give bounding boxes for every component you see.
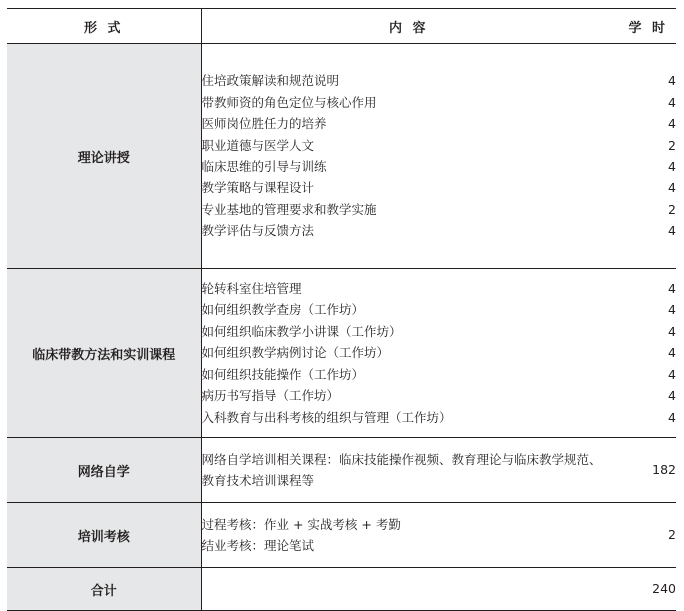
content-cell — [201, 44, 616, 269]
hours-value: 4 — [668, 73, 676, 89]
content-line: 入科教育与出科考核的组织与管理（工作坊） — [201, 409, 452, 425]
hours-value: 4 — [668, 409, 676, 425]
content-line: 病历书写指导（工作坊） — [201, 388, 340, 404]
hours-cell — [616, 269, 676, 438]
content-line: 如何组织教学病例讨论（工作坊） — [201, 345, 390, 361]
table-header-row — [7, 9, 676, 44]
hours-value: 4 — [668, 323, 676, 339]
content-cell — [201, 438, 616, 503]
hours-value: 4 — [668, 302, 676, 318]
content-cell — [201, 503, 616, 568]
total-hours — [616, 568, 676, 611]
content-line: 住培政策解读和规范说明 — [201, 73, 340, 89]
content-line: 轮转科室住培管理 — [201, 281, 302, 297]
total-row — [7, 568, 676, 611]
content-line: 医师岗位胜任力的培养 — [201, 116, 327, 132]
content-line: 教学策略与课程设计 — [201, 180, 315, 196]
hours-cell — [616, 503, 676, 568]
hours-value: 4 — [668, 388, 676, 404]
table-row — [7, 44, 676, 269]
content-text: 网络自学培训相关课程：临床技能操作视频、教育理论与临床教学规范、教育技术培训课程等 — [201, 452, 602, 488]
form-cell: 临床带教方法和实训课程 — [7, 269, 201, 438]
content-line: 临床思维的引导与训练 — [201, 159, 327, 174]
header-hours: 学 时 — [616, 9, 676, 44]
content-cell — [201, 568, 616, 611]
hours-value: 4 — [668, 94, 676, 110]
content-line: 带教师资的角色定位与核心作用 — [201, 94, 377, 110]
form-cell: 网络自学 — [7, 438, 201, 503]
hours-value: 2 — [668, 137, 676, 153]
hours-value: 2 — [668, 201, 676, 217]
content-line: 过程考核：作业 + 实战考核 + 考勤 — [201, 516, 401, 532]
hours-value: 2 — [668, 527, 676, 543]
total-label: 合计 — [7, 568, 201, 611]
content-line: 如何组织临床教学小讲课（工作坊） — [201, 323, 402, 339]
hours-value: 4 — [668, 180, 676, 196]
hours-value: 4 — [668, 281, 676, 297]
header-form: 形 式 — [7, 9, 201, 44]
table-row — [7, 503, 676, 568]
hours-value: 4 — [668, 345, 676, 361]
content-line: 职业道德与医学人文 — [201, 137, 315, 153]
content-cell — [201, 269, 616, 438]
content-line: 如何组织技能操作（工作坊） — [201, 366, 365, 382]
curriculum-table — [7, 8, 676, 611]
content-line: 专业基地的管理要求和教学实施 — [201, 201, 377, 217]
form-cell: 理论讲授 — [7, 44, 201, 269]
form-cell: 培训考核 — [7, 503, 201, 568]
table-row — [7, 438, 676, 503]
hours-value: 4 — [668, 366, 676, 382]
hours-value: 4 — [668, 159, 676, 174]
table-row — [7, 269, 676, 438]
content-line: 教学评估与反馈方法 — [201, 223, 315, 239]
content-line: 结业考核：理论笔试 — [201, 538, 315, 553]
hours-cell — [616, 438, 676, 503]
hours-cell — [616, 44, 676, 269]
content-line: 如何组织教学查房（工作坊） — [201, 302, 365, 318]
hours-value: 4 — [668, 223, 676, 239]
hours-value: 4 — [668, 116, 676, 132]
hours-value: 240 — [652, 581, 676, 597]
header-content: 内 容 — [201, 9, 616, 44]
hours-value: 182 — [652, 462, 676, 478]
